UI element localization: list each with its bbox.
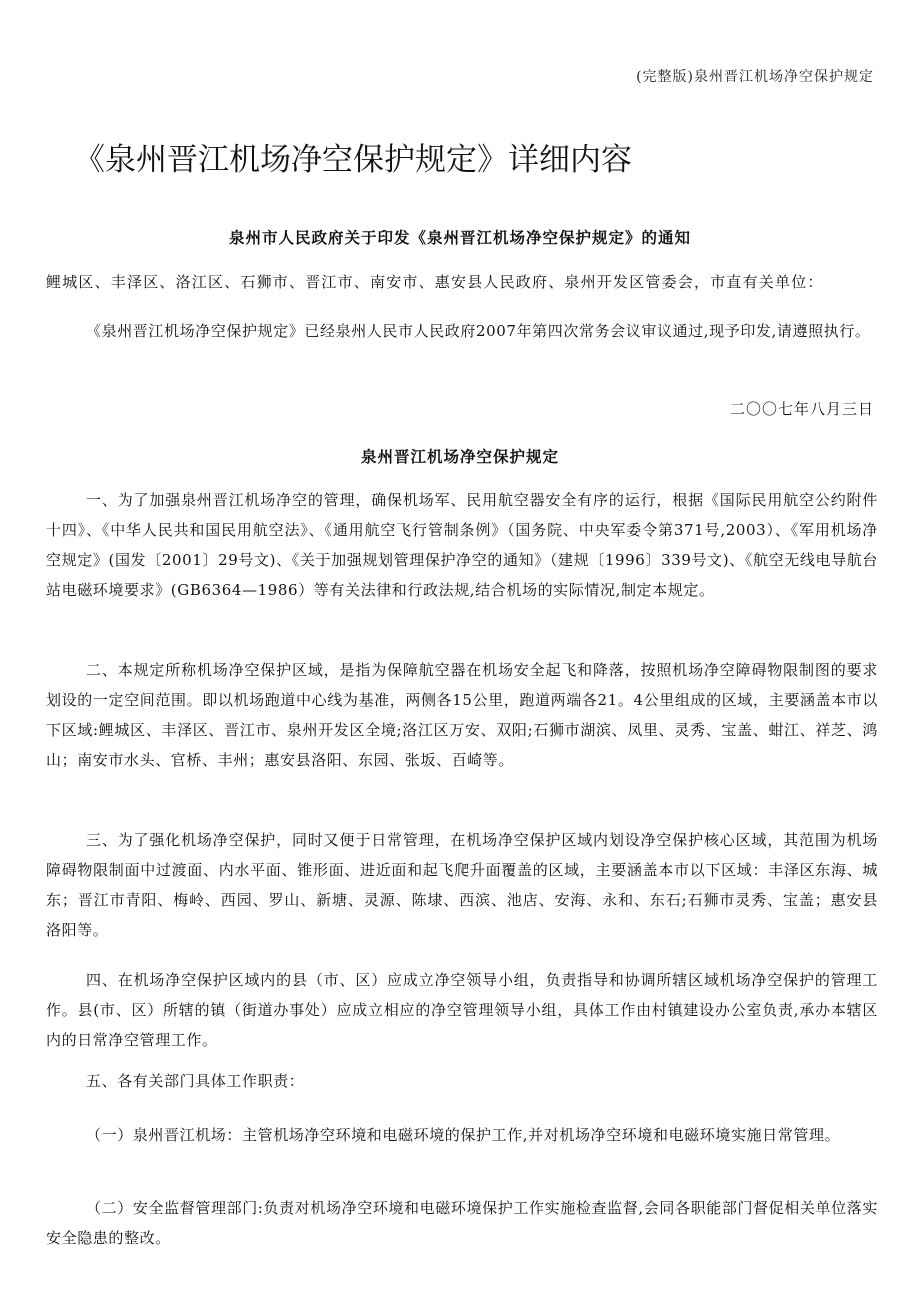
issue-date: 二〇〇七年八月三日 [729, 400, 874, 418]
paragraph-5-item-1: （一）泉州晋江机场：主管机场净空环境和电磁环境的保护工作,并对机场净空环境和电磁环境实施日常管理。 [86, 1126, 841, 1144]
paragraph-1: 一、为了加强泉州晋江机场净空的管理，确保机场军、民用航空器安全有序的运行，根据《国际民用航空公约附件十四》、《中华人民共和国民用航空法》、《通用航空飞行管制条例》（国务院、中央军委令第371号,2003）、《军用机场净空规定》(国发〔2001〕29号文)、《关于加强规划管理保护净空的通知》（建规〔1996〕339号文)、《航空无线电导航台站电磁环境要求》(GB6364—1986）等有关法律和行政法规,结合机场的实际情况,制定本规定。 [46, 491, 878, 599]
paragraph-2: 二、本规定所称机场净空保护区域，是指为保障航空器在机场安全起飞和降落，按照机场净空障碍物限制图的要求划设的一定空间范围。即以机场跑道中心线为基准，两侧各15公里，跑道两端各21。4公里组成的区域，主要涵盖本市以下区域:鲤城区、丰泽区、晋江市、泉州开发区全境;洛江区万安、双阳;石狮市湖滨、凤里、灵秀、宝盖、蚶江、祥芝、鸿山；南安市水头、官桥、丰州；惠安县洛阳、东园、张坂、百崎等。 [46, 661, 878, 769]
paragraph-4: 四、在机场净空保护区域内的县（市、区）应成立净空领导小组，负责指导和协调所辖区域机场净空保护的管理工作。县(市、区）所辖的镇（街道办事处）应成立相应的净空管理领导小组，具体工作由村镇建设办公室负责,承办本辖区内的日常净空管理工作。 [46, 971, 878, 1049]
addressee-line: 鲤城区、丰泽区、洛江区、石狮市、晋江市、南安市、惠安县人民政府、泉州开发区管委会，市直有关单位： [46, 273, 824, 291]
paragraph-3: 三、为了强化机场净空保护，同时又便于日常管理，在机场净空保护区域内划设净空保护核心区域，其范围为机场障碍物限制面中过渡面、内水平面、锥形面、进近面和起飞爬升面覆盖的区域，主要涵盖本市以下区域：丰泽区东海、城东；晋江市青阳、梅岭、西园、罗山、新塘、灵源、陈埭、西滨、池店、安海、永和、东石;石狮市灵秀、宝盖；惠安县洛阳等。 [46, 831, 878, 939]
intro-paragraph: 《泉州晋江机场净空保护规定》已经泉州人民市人民政府2007年第四次常务会议审议通过,现予印发,请遵照执行。 [86, 322, 871, 340]
rules-title: 泉州晋江机场净空保护规定 [360, 447, 559, 466]
paragraph-5: 五、各有关部门具体工作职责： [86, 1072, 305, 1090]
document-title: 《泉州晋江机场净空保护规定》详细内容 [74, 142, 632, 178]
running-header: (完整版)泉州晋江机场净空保护规定 [636, 69, 874, 85]
paragraph-5-item-2: （二）安全监督管理部门:负责对机场净空环境和电磁环境保护工作实施检查监督,会同各职能部门督促相关单位落实安全隐患的整改。 [46, 1199, 878, 1247]
notice-title: 泉州市人民政府关于印发《泉州晋江机场净空保护规定》的通知 [228, 228, 691, 247]
